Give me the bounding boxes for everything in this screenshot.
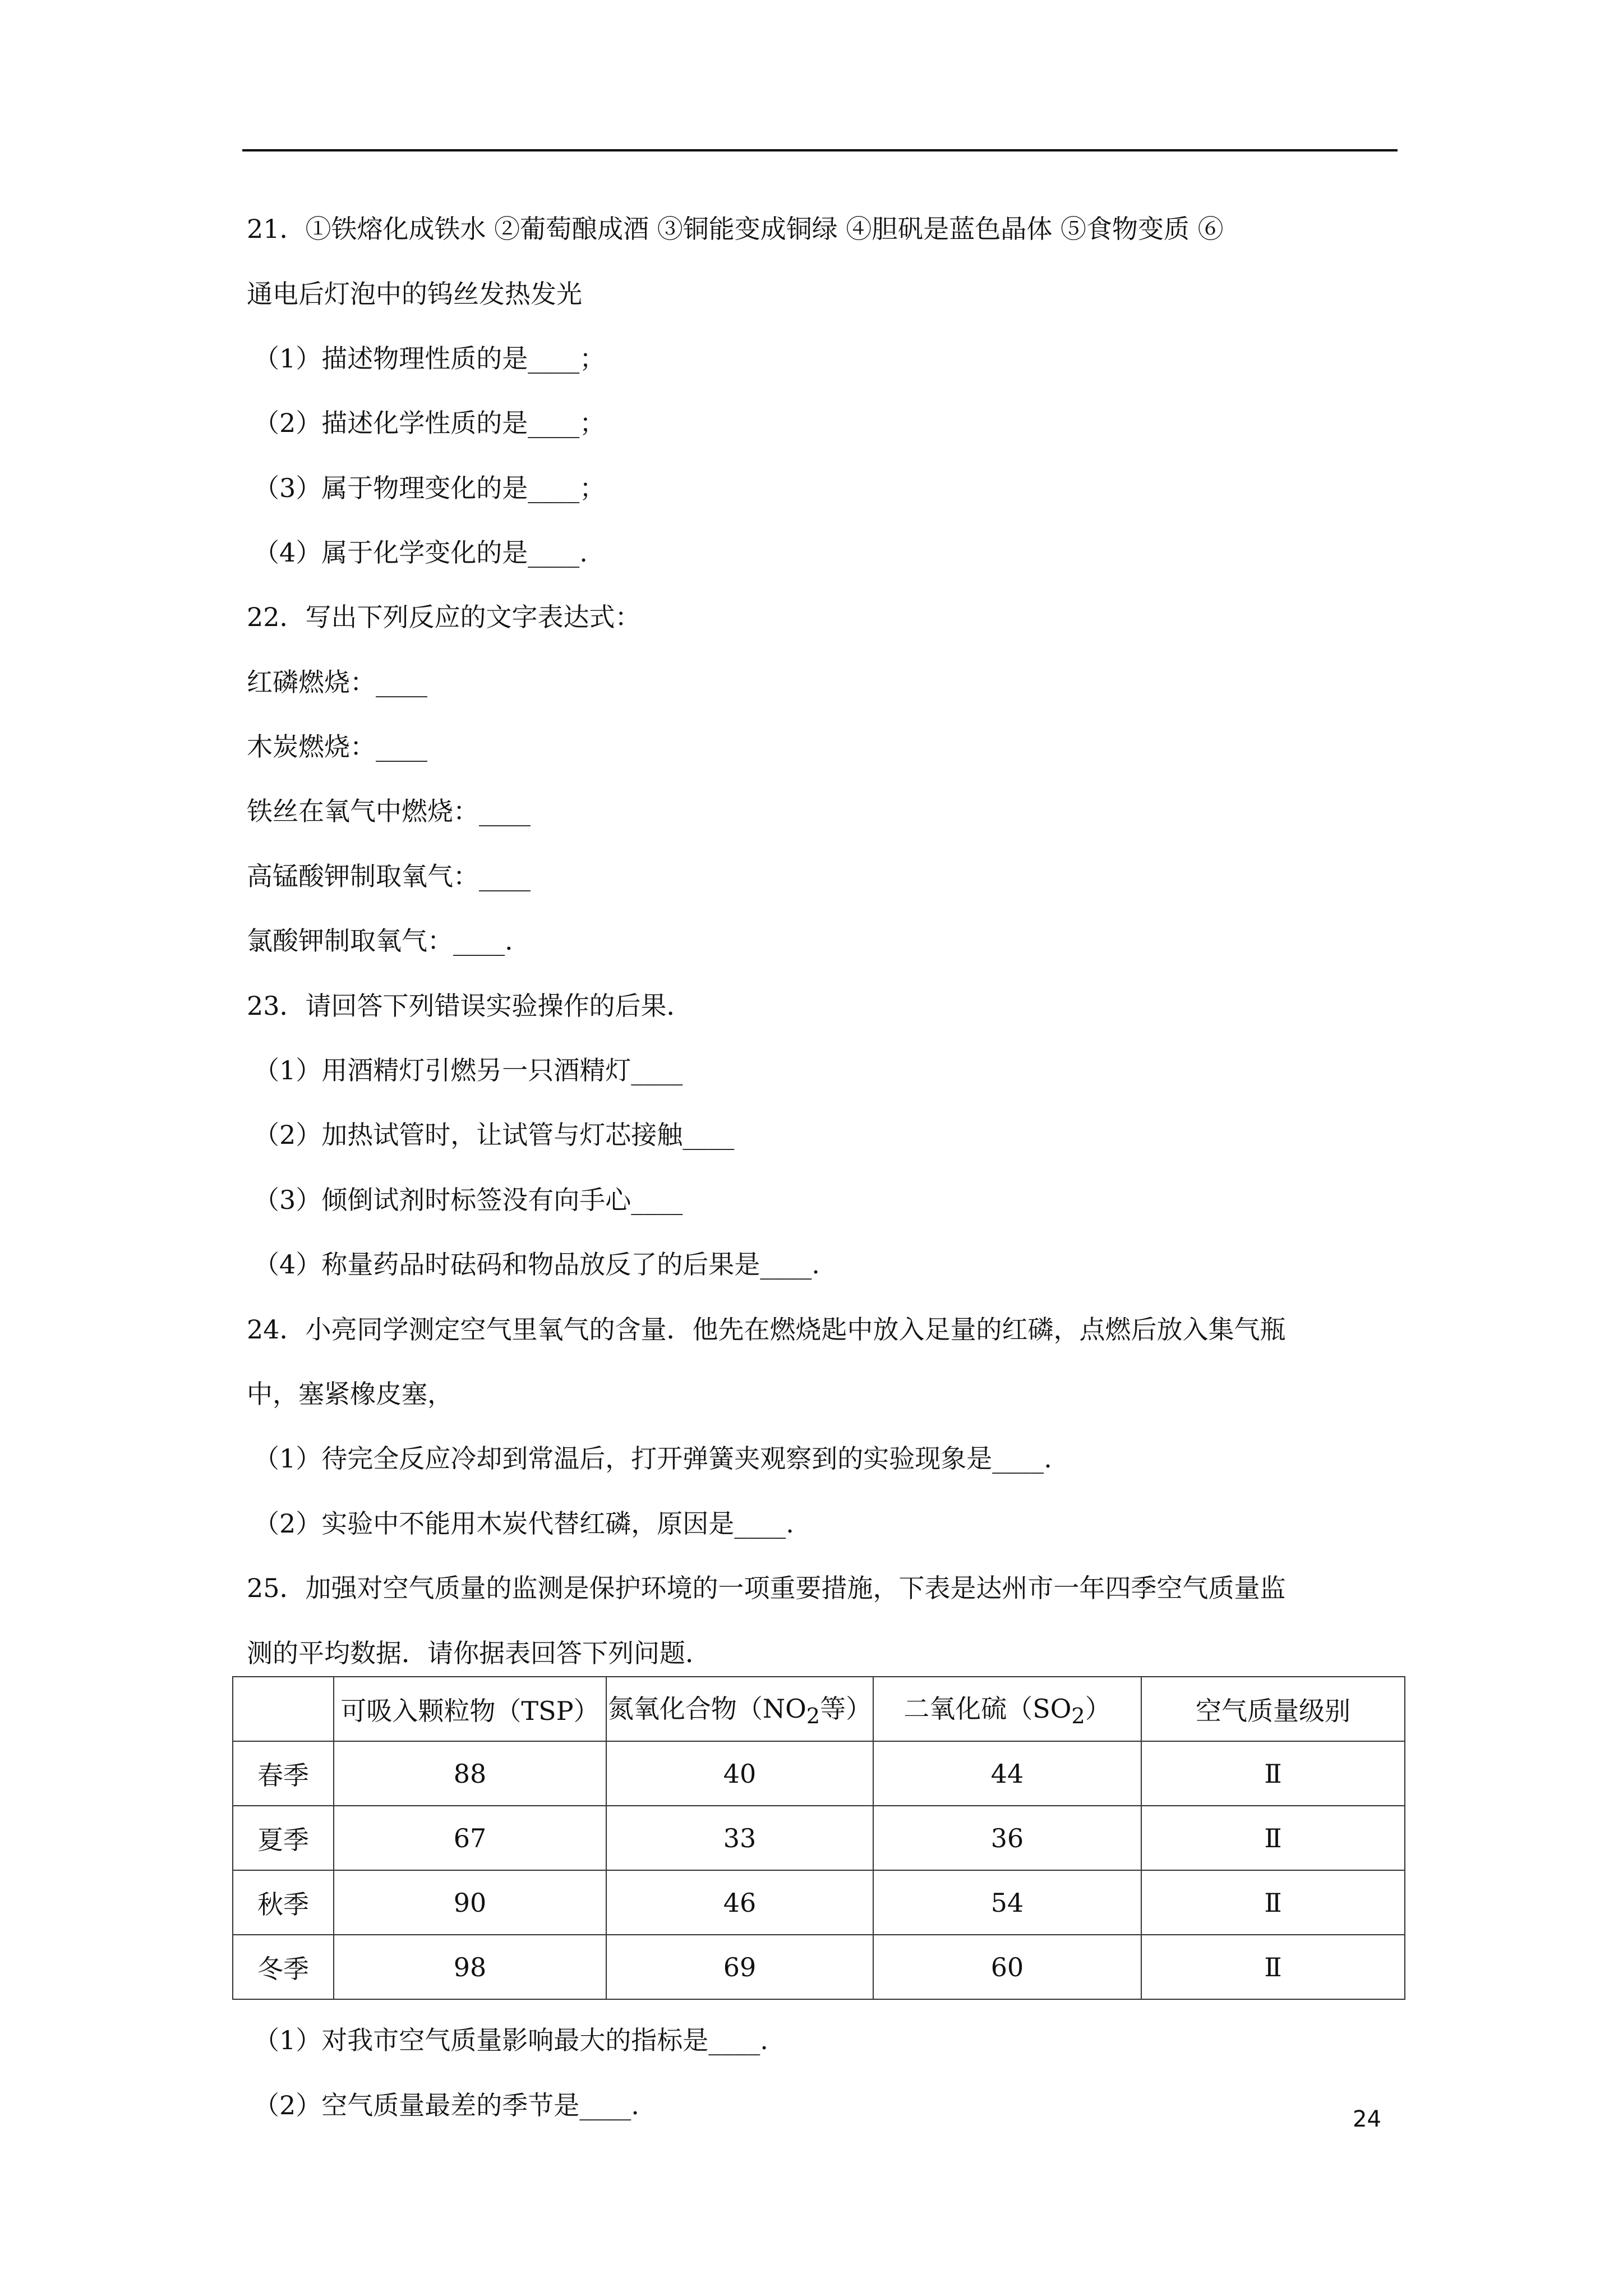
q21-stem-line1: 21．①铁熔化成铁水 ②葡萄酿成酒 ③铜能变成铜绿 ④胆矾是蓝色晶体 ⑤食物变质 ⑥ [247,214,1224,244]
table-header-cell: 可吸入颗粒物（TSP） [334,1677,606,1741]
q21-part-4: （4）属于化学变化的是____. [253,537,588,568]
table-cell-season: 夏季 [233,1806,334,1870]
q21-part-2: （2）描述化学性质的是____； [253,408,606,438]
table-cell: 54 [873,1870,1141,1935]
table-header-cell [233,1677,334,1741]
table-cell: Ⅱ [1141,1870,1405,1935]
table-row [233,1741,1405,1806]
table-header-text: 二氧化硫（SO [903,1694,1072,1724]
table-cell: 33 [606,1806,873,1870]
q21-part-3: （3）属于物理变化的是____； [253,473,606,503]
table-header-row [233,1677,1405,1741]
table-cell-season: 冬季 [233,1935,334,1999]
q24-part-1: （1）待完全反应冷却到常温后，打开弹簧夹观察到的实验现象是____. [253,1443,1052,1474]
table-cell: 88 [334,1741,606,1806]
q22-item-1: 红磷燃烧：____ [247,667,427,697]
table-cell: 69 [606,1935,873,1999]
table-cell-season: 春季 [233,1741,334,1806]
table-cell: 67 [334,1806,606,1870]
table-header-text: ） [1085,1694,1111,1724]
q21-stem-line2: 通电后灯泡中的钨丝发热发光 [247,279,582,309]
table-header-cell: 空气质量级别 [1141,1677,1405,1741]
q24-stem-line2: 中，塞紧橡皮塞， [247,1379,453,1409]
table-cell: 46 [606,1870,873,1935]
table-cell: Ⅱ [1141,1806,1405,1870]
q25-part-2: （2）空气质量最差的季节是____. [253,2090,639,2120]
q25-stem-line1: 25．加强对空气质量的监测是保护环境的一项重要措施，下表是达州市一年四季空气质量监 [247,1573,1286,1603]
header-rule [242,149,1398,151]
table-row [233,1935,1405,1999]
q23-part-4: （4）称量药品时砝码和物品放反了的后果是____. [253,1249,820,1280]
table-header-text: 等） [820,1694,872,1724]
table-row [233,1806,1405,1870]
q21-part-1: （1）描述物理性质的是____； [253,343,606,374]
table-header-cell [606,1677,873,1741]
q22-item-2: 木炭燃烧：____ [247,731,427,762]
table-cell: 90 [334,1870,606,1935]
q24-stem-line1: 24．小亮同学测定空气里氧气的含量．他先在燃烧匙中放入足量的红磷，点燃后放入集气瓶 [247,1314,1286,1345]
page-number: 24 [1353,2106,1381,2132]
q23-part-1: （1）用酒精灯引燃另一只酒精灯____ [253,1055,683,1085]
q22-item-5: 氯酸钾制取氧气：____. [247,926,513,956]
q22-item-4: 高锰酸钾制取氧气：____ [247,861,531,891]
table-cell: 40 [606,1741,873,1806]
q23-part-3: （3）倾倒试剂时标签没有向手心____ [253,1185,683,1215]
table-cell: 98 [334,1935,606,1999]
q24-part-2: （2）实验中不能用木炭代替红磷，原因是____. [253,1508,794,1539]
table-header-cell [873,1677,1141,1741]
subscript: 2 [1071,1704,1085,1729]
air-quality-table [232,1676,1404,2000]
subscript: 2 [806,1704,820,1729]
table-cell-season: 秋季 [233,1870,334,1935]
table-cell: 60 [873,1935,1141,1999]
table-header-text: 氮氧化合物（NO [607,1694,806,1724]
table-row [233,1870,1405,1935]
table-cell: 44 [873,1741,1141,1806]
q22-item-3: 铁丝在氧气中燃烧：____ [247,796,531,826]
q23-stem: 23．请回答下列错误实验操作的后果． [247,991,693,1021]
table-cell: Ⅱ [1141,1935,1405,1999]
table-cell: 36 [873,1806,1141,1870]
q22-stem: 22．写出下列反应的文字表达式： [247,602,641,632]
q25-part-1: （1）对我市空气质量影响最大的指标是____. [253,2025,768,2055]
q25-stem-line2: 测的平均数据．请你据表回答下列问题． [247,1638,711,1668]
q23-part-2: （2）加热试管时，让试管与灯芯接触____ [253,1120,735,1150]
table-cell: Ⅱ [1141,1741,1405,1806]
